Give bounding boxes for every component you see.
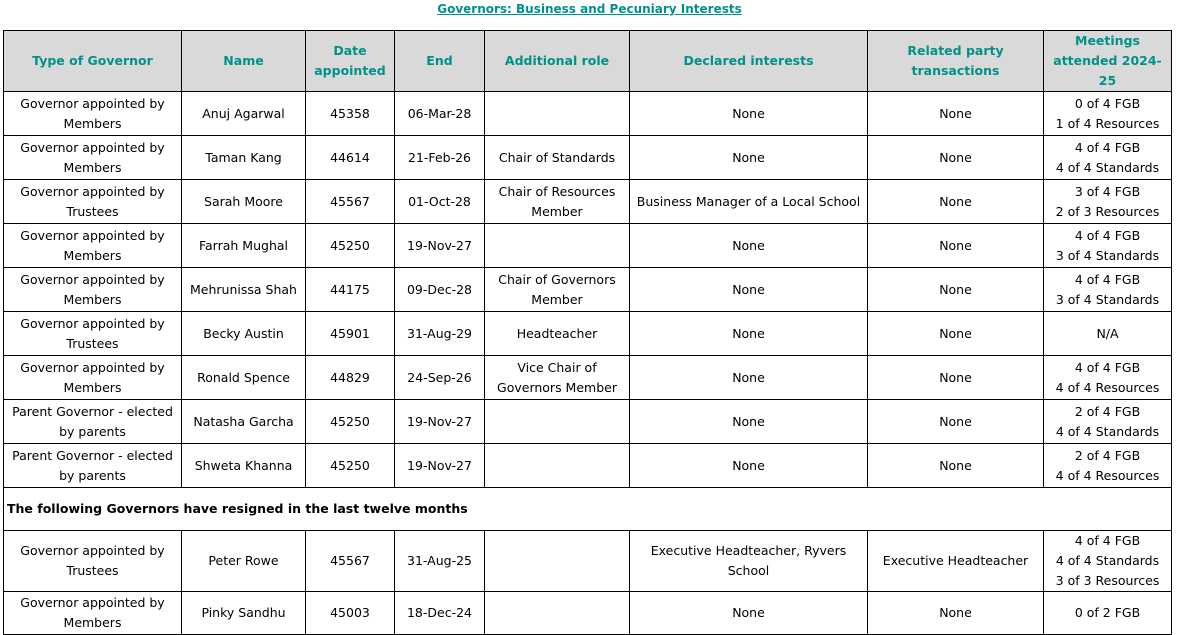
- cell-date: 45358: [306, 92, 395, 136]
- header-related-party: Related party transactions: [868, 31, 1044, 92]
- cell-type: Parent Governor - elected by parents: [4, 444, 182, 488]
- cell-role: [485, 531, 630, 592]
- header-name: Name: [182, 31, 306, 92]
- cell-related: None: [868, 312, 1044, 356]
- table-row: [4, 356, 1172, 400]
- cell-name: Natasha Garcha: [182, 400, 306, 444]
- cell-related: None: [868, 92, 1044, 136]
- cell-date: 45003: [306, 592, 395, 635]
- cell-related: None: [868, 400, 1044, 444]
- cell-related: None: [868, 136, 1044, 180]
- cell-name: Mehrunissa Shah: [182, 268, 306, 312]
- cell-end: 19-Nov-27: [395, 400, 485, 444]
- cell-related: None: [868, 268, 1044, 312]
- cell-date: 44614: [306, 136, 395, 180]
- cell-end: 09-Dec-28: [395, 268, 485, 312]
- cell-interests: None: [630, 268, 868, 312]
- cell-meetings: 2 of 4 FGB 4 of 4 Resources: [1044, 444, 1172, 488]
- document-title: Governors: Business and Pecuniary Interests: [437, 2, 742, 16]
- cell-meetings: 4 of 4 FGB 3 of 4 Standards: [1044, 268, 1172, 312]
- cell-meetings: N/A: [1044, 312, 1172, 356]
- cell-meetings: 4 of 4 FGB 4 of 4 Standards: [1044, 136, 1172, 180]
- table-row: [4, 180, 1172, 224]
- cell-interests: None: [630, 224, 868, 268]
- cell-end: 19-Nov-27: [395, 444, 485, 488]
- cell-type: Governor appointed by Members: [4, 268, 182, 312]
- cell-end: 18-Dec-24: [395, 592, 485, 635]
- cell-date: 45250: [306, 444, 395, 488]
- cell-name: Sarah Moore: [182, 180, 306, 224]
- cell-interests: None: [630, 356, 868, 400]
- cell-interests: None: [630, 592, 868, 635]
- table-row: [4, 92, 1172, 136]
- cell-interests: None: [630, 444, 868, 488]
- header-row: [4, 31, 1172, 92]
- cell-name: Becky Austin: [182, 312, 306, 356]
- header-additional-role: Additional role: [485, 31, 630, 92]
- cell-date: 45901: [306, 312, 395, 356]
- table-row: [4, 224, 1172, 268]
- table-row: [4, 268, 1172, 312]
- resigned-section-label: The following Governors have resigned in the last twelve months: [4, 488, 1172, 531]
- cell-meetings: 0 of 2 FGB: [1044, 592, 1172, 635]
- cell-type: Governor appointed by Members: [4, 592, 182, 635]
- cell-role: [485, 592, 630, 635]
- header-type: Type of Governor: [4, 31, 182, 92]
- cell-end: 01-Oct-28: [395, 180, 485, 224]
- cell-type: Governor appointed by Members: [4, 356, 182, 400]
- cell-name: Ronald Spence: [182, 356, 306, 400]
- cell-interests: None: [630, 136, 868, 180]
- cell-role: [485, 224, 630, 268]
- cell-related: None: [868, 180, 1044, 224]
- cell-end: 31-Aug-25: [395, 531, 485, 592]
- cell-type: Parent Governor - elected by parents: [4, 400, 182, 444]
- cell-name: Taman Kang: [182, 136, 306, 180]
- cell-role: [485, 444, 630, 488]
- cell-related: None: [868, 356, 1044, 400]
- cell-meetings: 3 of 4 FGB 2 of 3 Resources: [1044, 180, 1172, 224]
- cell-interests: None: [630, 92, 868, 136]
- table-row: [4, 136, 1172, 180]
- cell-end: 31-Aug-29: [395, 312, 485, 356]
- cell-date: 45250: [306, 224, 395, 268]
- cell-type: Governor appointed by Members: [4, 224, 182, 268]
- cell-meetings: 4 of 4 FGB 4 of 4 Resources: [1044, 356, 1172, 400]
- governors-table: [3, 30, 1172, 635]
- table-row: [4, 444, 1172, 488]
- header-date-appointed: Date appointed: [306, 31, 395, 92]
- cell-type: Governor appointed by Trustees: [4, 180, 182, 224]
- header-end: End: [395, 31, 485, 92]
- cell-type: Governor appointed by Trustees: [4, 312, 182, 356]
- cell-related: None: [868, 592, 1044, 635]
- cell-related: Executive Headteacher: [868, 531, 1044, 592]
- cell-type: Governor appointed by Trustees: [4, 531, 182, 592]
- cell-date: 44829: [306, 356, 395, 400]
- cell-date: 45567: [306, 531, 395, 592]
- cell-type: Governor appointed by Members: [4, 136, 182, 180]
- cell-end: 21-Feb-26: [395, 136, 485, 180]
- cell-meetings: 2 of 4 FGB 4 of 4 Standards: [1044, 400, 1172, 444]
- cell-interests: Executive Headteacher, Ryvers School: [630, 531, 868, 592]
- cell-meetings: 0 of 4 FGB 1 of 4 Resources: [1044, 92, 1172, 136]
- cell-role: [485, 92, 630, 136]
- cell-end: 19-Nov-27: [395, 224, 485, 268]
- table-row: [4, 312, 1172, 356]
- cell-interests: None: [630, 312, 868, 356]
- table-row: [4, 592, 1172, 635]
- cell-end: 06-Mar-28: [395, 92, 485, 136]
- cell-meetings: 4 of 4 FGB 3 of 4 Standards: [1044, 224, 1172, 268]
- cell-role: [485, 400, 630, 444]
- resigned-section-row: [4, 488, 1172, 531]
- cell-name: Pinky Sandhu: [182, 592, 306, 635]
- cell-name: Shweta Khanna: [182, 444, 306, 488]
- cell-date: 45567: [306, 180, 395, 224]
- cell-date: 45250: [306, 400, 395, 444]
- cell-name: Peter Rowe: [182, 531, 306, 592]
- header-declared-interests: Declared interests: [630, 31, 868, 92]
- cell-end: 24-Sep-26: [395, 356, 485, 400]
- cell-interests: Business Manager of a Local School: [630, 180, 868, 224]
- cell-role: Chair of Resources Member: [485, 180, 630, 224]
- cell-role: Headteacher: [485, 312, 630, 356]
- cell-related: None: [868, 444, 1044, 488]
- cell-role: Chair of Standards: [485, 136, 630, 180]
- cell-date: 44175: [306, 268, 395, 312]
- cell-meetings: 4 of 4 FGB 4 of 4 Standards 3 of 3 Resources: [1044, 531, 1172, 592]
- cell-interests: None: [630, 400, 868, 444]
- cell-role: Chair of Governors Member: [485, 268, 630, 312]
- cell-name: Farrah Mughal: [182, 224, 306, 268]
- cell-related: None: [868, 224, 1044, 268]
- header-meetings: Meetings attended 2024-25: [1044, 31, 1172, 92]
- table-row: [4, 531, 1172, 592]
- cell-role: Vice Chair of Governors Member: [485, 356, 630, 400]
- cell-type: Governor appointed by Members: [4, 92, 182, 136]
- table-row: [4, 400, 1172, 444]
- cell-name: Anuj Agarwal: [182, 92, 306, 136]
